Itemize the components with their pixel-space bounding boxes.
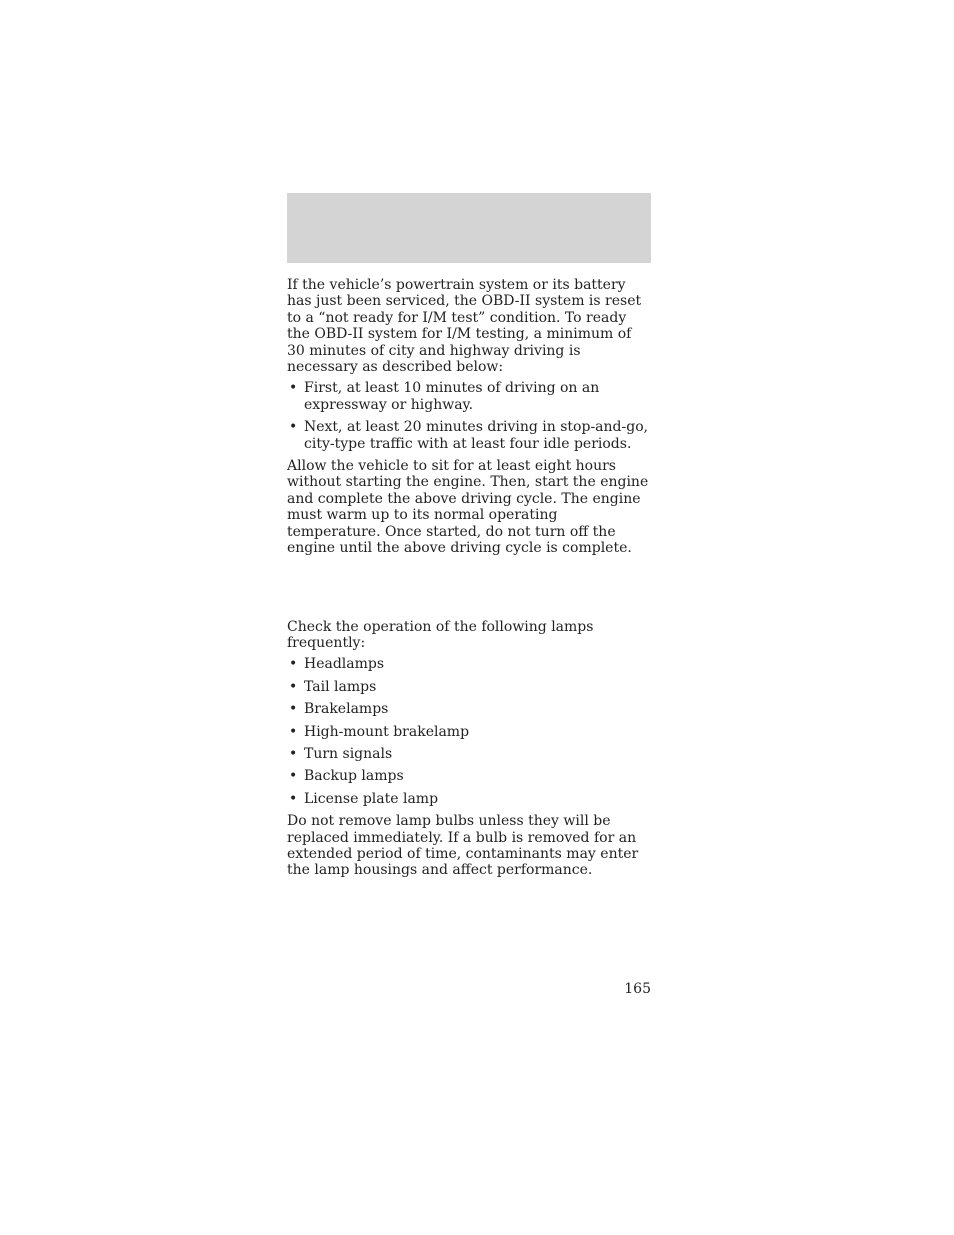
lamps-closing-paragraph: Do not remove lamp bulbs unless they will be replaced immediately. If a bulb is removed for an extended period of time, contaminants may enter the lamp housings and affect performance. bbox=[287, 813, 639, 879]
obd-intro-paragraph: If the vehicle’s powertrain system or its battery has just been serviced, the OBD-II system is reset to a “not ready for I/M test” condition. To ready the OBD-II system for I/M testing, a minimum of 30 minutes of city and highway driving is necessary as described below: bbox=[287, 277, 642, 376]
list-item: • Headlamps bbox=[287, 656, 651, 672]
list-item: • Brakelamps bbox=[287, 701, 651, 717]
list-item: • High-mount brakelamp bbox=[287, 724, 651, 740]
list-item: • Tail lamps bbox=[287, 679, 651, 695]
driving-cycle-list bbox=[287, 380, 651, 452]
page-content bbox=[287, 277, 651, 879]
header-band bbox=[287, 193, 651, 263]
list-item: • Turn signals bbox=[287, 746, 651, 762]
lamps-intro-paragraph: Check the operation of the following lamps frequently: bbox=[287, 618, 594, 651]
obd-closing-paragraph: Allow the vehicle to sit for at least eight hours without starting the engine. Then, start the engine and complete the above driving cycle. The engine must warm up to its normal operating temperature. Once started, do not turn off the engine until the above driving cycle is complete. bbox=[287, 458, 649, 557]
list-item: • License plate lamp bbox=[287, 791, 651, 807]
section-divider-space bbox=[287, 557, 651, 619]
page-number: 165 bbox=[624, 981, 651, 997]
list-item: • Next, at least 20 minutes driving in stop-and-go, city-type traffic with at least four idle periods. bbox=[287, 419, 651, 452]
lamps-list bbox=[287, 656, 651, 807]
list-item: • First, at least 10 minutes of driving on an expressway or highway. bbox=[287, 380, 651, 413]
list-item: • Backup lamps bbox=[287, 768, 651, 784]
